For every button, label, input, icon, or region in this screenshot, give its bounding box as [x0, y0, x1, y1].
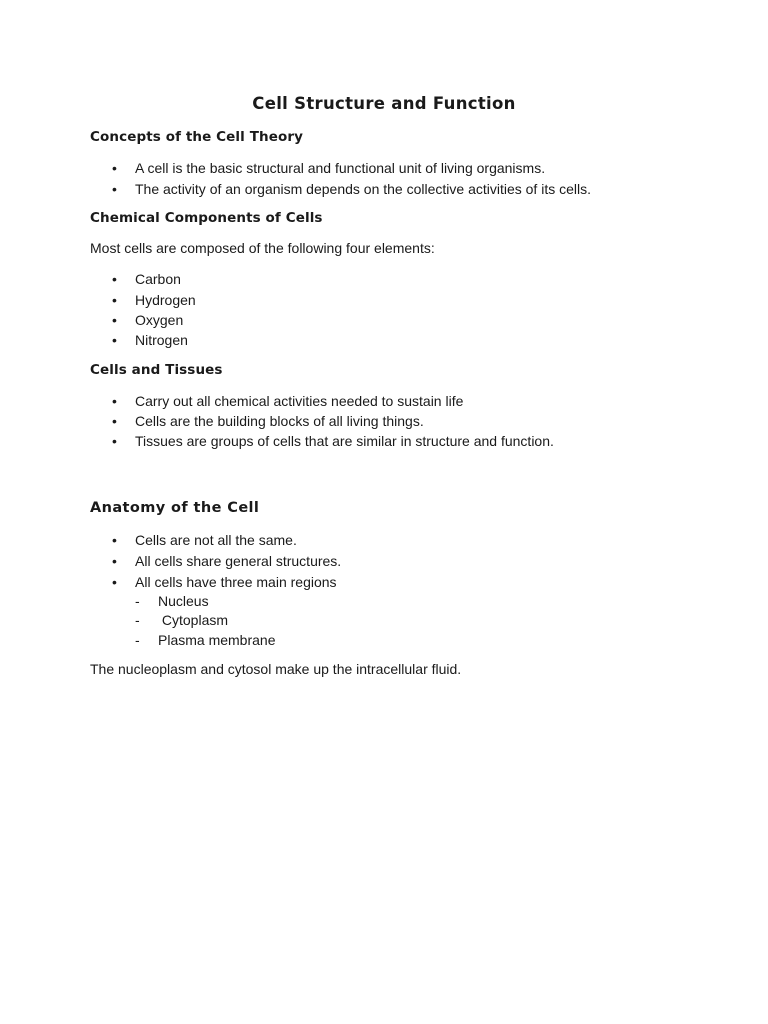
bullet-icon: • — [112, 160, 117, 176]
list-item-text: Tissues are groups of cells that are similar in structure and function. — [135, 433, 554, 449]
list-item-text: Hydrogen — [135, 292, 196, 308]
bullet-icon: • — [112, 393, 117, 409]
section-heading-cells-and-tissues: Cells and Tissues — [90, 362, 223, 378]
bullet-icon: • — [112, 574, 117, 590]
list-item-text: Carry out all chemical activities needed to sustain life — [135, 393, 464, 409]
bullet-icon: • — [112, 532, 117, 548]
bullet-icon: • — [112, 332, 117, 348]
page-title: Cell Structure and Function — [252, 94, 516, 113]
list-item-text: Nitrogen — [135, 332, 188, 348]
bullet-icon: • — [112, 553, 117, 569]
section-intro-text: Most cells are composed of the following four elements: — [90, 240, 435, 256]
list-item-text: The activity of an organism depends on the collective activities of its cells. — [135, 181, 591, 197]
section-heading-cell-theory: Concepts of the Cell Theory — [90, 129, 303, 145]
dash-marker: - — [135, 632, 140, 648]
sub-list-item-text: Cytoplasm — [158, 612, 229, 628]
list-item-text: Oxygen — [135, 312, 184, 328]
bullet-icon: • — [112, 433, 117, 449]
bullet-icon: • — [112, 271, 117, 287]
bullet-icon: • — [112, 413, 117, 429]
list-item-text: A cell is the basic structural and functional unit of living organisms. — [135, 160, 546, 176]
bullet-icon: • — [112, 181, 117, 197]
sub-list-item-text: Nucleus — [158, 593, 209, 609]
bullet-icon: • — [112, 312, 117, 328]
list-item-text: All cells share general structures. — [135, 553, 342, 569]
dash-marker: - — [135, 593, 140, 609]
section-heading-chemical-components: Chemical Components of Cells — [90, 210, 323, 226]
dash-marker: - — [135, 612, 140, 628]
bullet-icon: • — [112, 292, 117, 308]
list-item-text: All cells have three main regions — [135, 574, 337, 590]
sub-list-item-text: Plasma membrane — [158, 632, 276, 648]
closing-paragraph: The nucleoplasm and cytosol make up the intracellular fluid. — [90, 661, 462, 677]
section-heading-anatomy: Anatomy of the Cell — [90, 500, 260, 516]
list-item-text: Carbon — [135, 271, 181, 287]
list-item-text: Cells are not all the same. — [135, 532, 297, 548]
list-item-text: Cells are the building blocks of all living things. — [135, 413, 424, 429]
